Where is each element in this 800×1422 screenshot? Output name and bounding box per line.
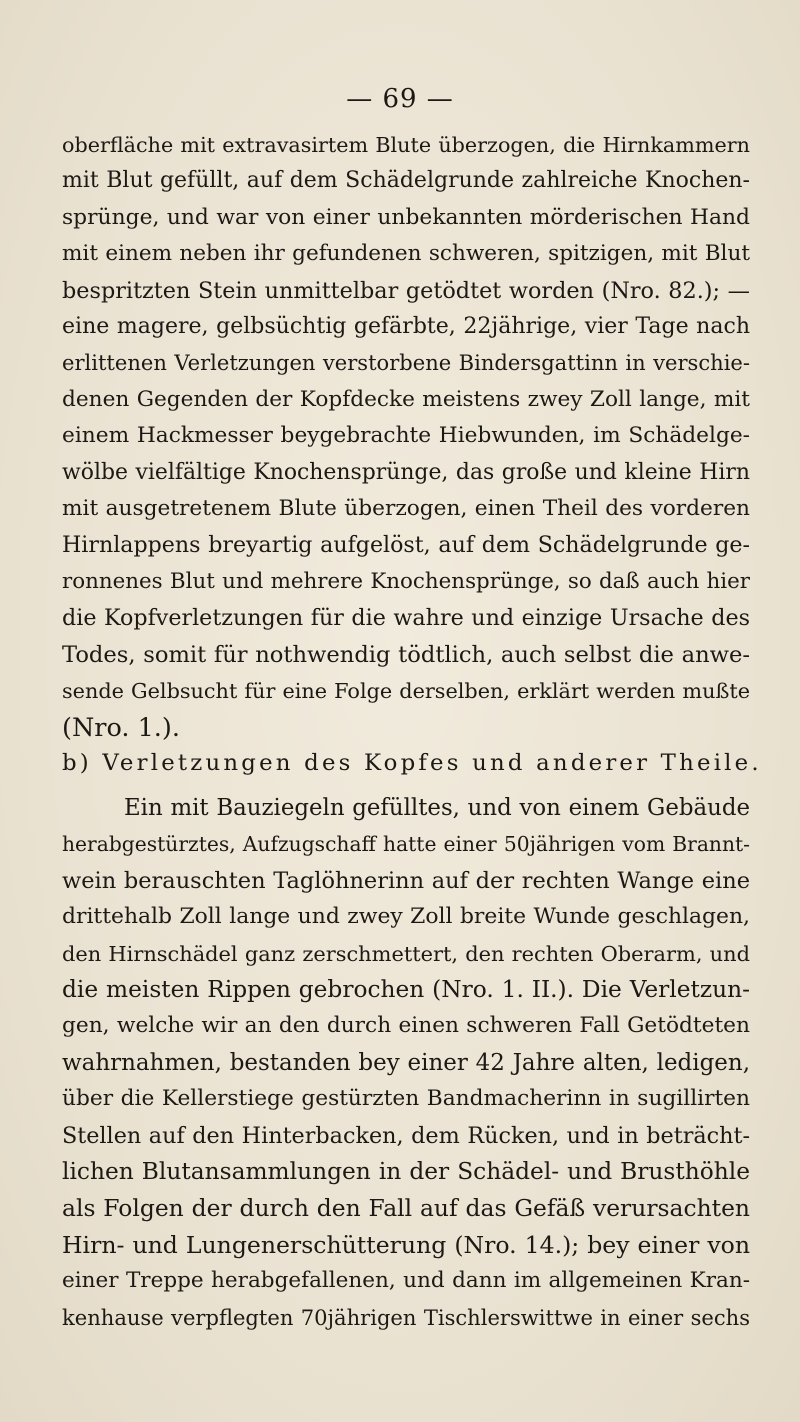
text-line: mit Blut gefüllt, auf dem Schädelgrunde zahlreiche Knochen- — [62, 168, 750, 194]
text-line: wölbe vielfältige Knochensprünge, das große und kleine Hirn — [62, 459, 750, 485]
text-line: sende Gelbsucht für eine Folge derselben, erklärt werden mußte — [62, 679, 750, 704]
text-line: ronnenes Blut und mehrere Knochensprünge, so daß auch hier — [62, 568, 750, 594]
text-line: gen, welche wir an den durch einen schweren Fall Getödteten — [62, 1013, 750, 1039]
text-line: die Kopfverletzungen für die wahre und einzige Ursache des — [62, 605, 750, 632]
text-line: eine magere, gelbsüchtig gefärbte, 22jährige, vier Tage nach — [62, 314, 750, 340]
text-line: oberfläche mit extravasirtem Blute überzogen, die Hirnkammern — [62, 133, 750, 157]
paragraph-2 — [62, 790, 750, 1336]
text-line: den Hirnschädel ganz zerschmettert, den rechten Oberarm, und — [62, 941, 750, 966]
text-line: als Folgen der durch den Fall auf das Gefäß verursachten — [62, 1194, 750, 1223]
paragraph-1 — [62, 127, 750, 746]
text-line: die meisten Rippen gebrochen (Nro. 1. II.). Die Verletzun- — [62, 976, 750, 1004]
text-line: bespritzten Stein unmittelbar getödtet worden (Nro. 82.); — — [62, 277, 750, 304]
text-line: herabgestürztes, Aufzugschaff hatte einer 50jährigen vom Brannt- — [62, 832, 750, 857]
text-line: einem Hackmesser beygebrachte Hiebwunden, im Schädelge- — [62, 423, 750, 449]
text-line: Hirnlappens breyartig aufgelöst, auf dem Schädelgrunde ge- — [62, 532, 750, 559]
page-number: — 69 — — [346, 84, 454, 114]
text-line: kenhause verpflegten 70jährigen Tischlerswittwe in einer sechs — [62, 1304, 750, 1330]
text-line: wein berauschten Taglöhnerinn auf der rechten Wange eine — [62, 867, 750, 894]
text-line: mit einem neben ihr gefundenen schweren, spitzigen, mit Blut — [62, 241, 750, 267]
text-line: denen Gegenden der Kopfdecke meistens zwey Zoll lange, mit — [62, 386, 750, 412]
text-line: mit ausgetretenem Blute überzogen, einen Theil des vorderen — [62, 496, 750, 522]
text-line: drittehalb Zoll lange und zwey Zoll breite Wunde geschlagen, — [62, 904, 750, 930]
section-heading: b) Verletzungen des Kopfes und anderer Theile. — [62, 750, 762, 776]
text-line: über die Kellerstiege gestürzten Bandmacherinn in sugillirten — [62, 1086, 750, 1112]
text-line: erlittenen Verletzungen verstorbene Bindersgattinn in verschie- — [62, 350, 750, 376]
text-line: wahrnahmen, bestanden bey einer 42 Jahre alten, ledigen, — [62, 1049, 750, 1076]
text-line: (Nro. 1.). — [62, 712, 180, 743]
text-line: Todes, somit für nothwendig tödtlich, auch selbst die anwe- — [62, 641, 750, 668]
text-line: Stellen auf den Hinterbacken, dem Rücken, und in beträcht- — [62, 1122, 750, 1149]
text-line: sprünge, und war von einer unbekannten mörderischen Hand — [62, 204, 750, 230]
text-line: Hirn- und Lungenerschütterung (Nro. 14.); bey einer von — [62, 1230, 750, 1259]
text-line: einer Treppe herabgefallenen, und dann im allgemeinen Kran- — [62, 1268, 750, 1294]
text-line: Ein mit Bauziegeln gefülltes, und von einem Gebäude — [124, 795, 750, 821]
text-line: lichen Blutansammlungen in der Schädel- und Brusthöhle — [62, 1158, 750, 1186]
